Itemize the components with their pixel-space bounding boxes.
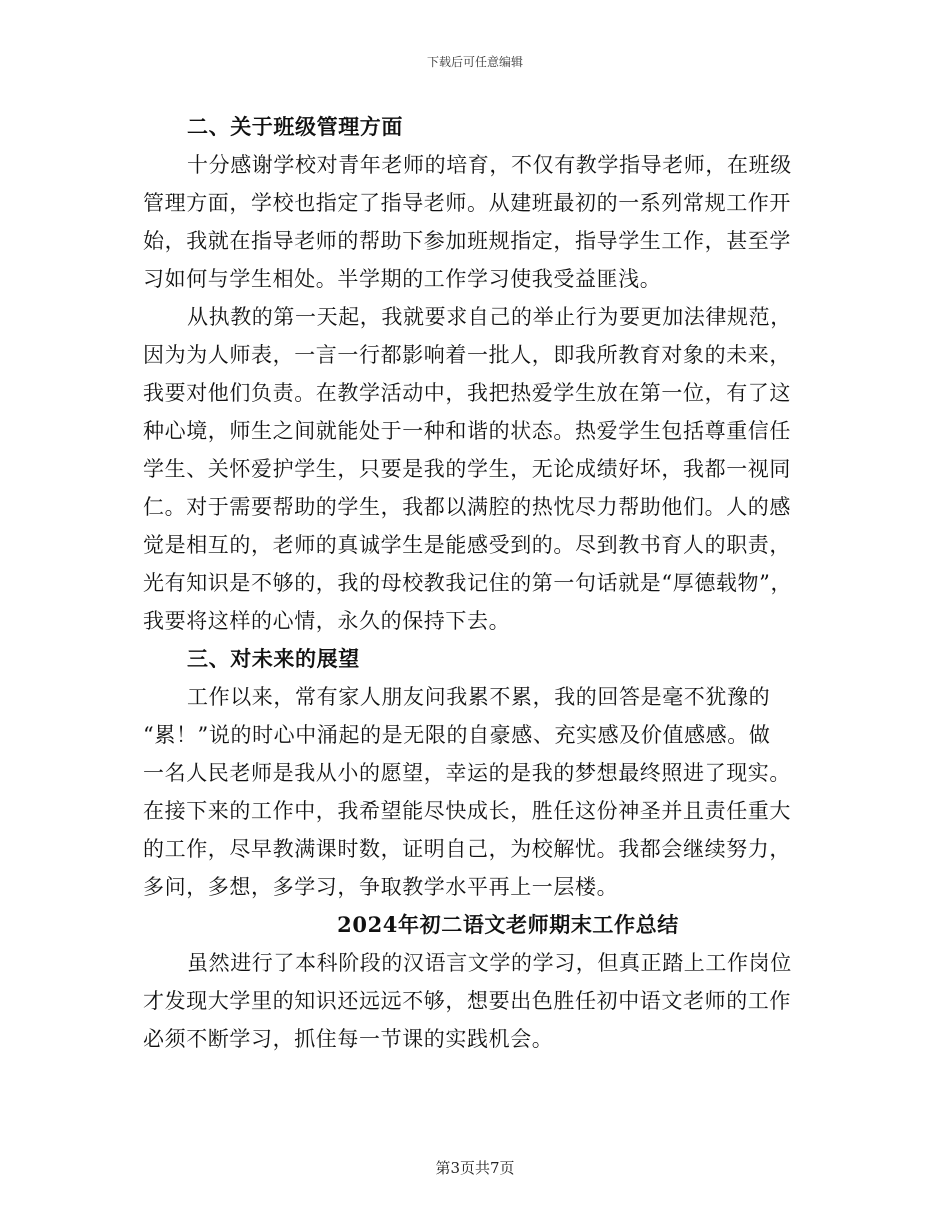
paragraph-line: 才发现大学里的知识还远远不够，想要出色胜任初中语文老师的工作 bbox=[143, 989, 791, 1013]
paragraph-line: 种心境，师生之间就能处于一种和谐的状态。热爱学生包括尊重信任 bbox=[143, 419, 791, 443]
paragraph-line: 虽然进行了本科阶段的汉语言文学的学习，但真正踏上工作岗位 bbox=[187, 951, 792, 975]
paragraph-line: 仁。对于需要帮助的学生，我都以满腔的热忱尽力帮助他们。人的感 bbox=[143, 495, 791, 519]
paragraph-line: 管理方面，学校也指定了指导老师。从建班最初的一系列常规工作开 bbox=[143, 191, 791, 215]
paragraph-line: 我要将这样的心情，永久的保持下去。 bbox=[143, 609, 511, 633]
paragraph-line: 因为为人师表，一言一行都影响着一批人，即我所教育对象的未来， bbox=[143, 343, 791, 367]
paragraph-line: 必须不断学习，抓住每一节课的实践机会。 bbox=[143, 1027, 554, 1051]
section-heading: 三、对未来的展望 bbox=[187, 646, 360, 671]
page-header: 下载后可任意编辑 bbox=[426, 55, 523, 69]
paragraph-line: 在接下来的工作中，我希望能尽快成长，胜任这份神圣并且责任重大 bbox=[143, 799, 791, 823]
paragraph-line: 从执教的第一天起，我就要求自己的举止行为要更加法律规范， bbox=[187, 305, 792, 329]
paragraph-line: 十分感谢学校对青年老师的培育，不仅有教学指导老师，在班级 bbox=[187, 153, 792, 177]
paragraph-line: 的工作，尽早教满课时数，证明自己，为校解忧。我都会继续努力， bbox=[143, 837, 791, 861]
paragraph-line: 我要对他们负责。在教学活动中，我把热爱学生放在第一位，有了这 bbox=[143, 381, 791, 405]
paragraph-line: 觉是相互的，老师的真诚学生是能感受到的。尽到教书育人的职责， bbox=[143, 533, 791, 557]
document-body bbox=[143, 108, 813, 1058]
paragraph-line: 工作以来，常有家人朋友问我累不累，我的回答是毫不犹豫的 bbox=[187, 685, 771, 709]
paragraph-line: 学生、关怀爱护学生，只要是我的学生，无论成绩好坏，我都一视同 bbox=[143, 457, 791, 481]
page-footer: 第3页共7页 bbox=[435, 1159, 515, 1177]
paragraph-line: 多问，多想，多学习，争取教学水平再上一层楼。 bbox=[143, 875, 619, 899]
paragraph-line: 一名人民老师是我从小的愿望，幸运的是我的梦想最终照进了现实。 bbox=[143, 761, 791, 785]
paragraph-line: “累！”说的时心中涌起的是无限的自豪感、充实感及价值感感。做 bbox=[143, 723, 771, 747]
paragraph-line: 习如何与学生相处。半学期的工作学习使我受益匪浅。 bbox=[143, 267, 662, 291]
paragraph-line: 始，我就在指导老师的帮助下参加班规指定，指导学生工作，甚至学 bbox=[143, 229, 791, 253]
document-title: 2024年初二语文老师期末工作总结 bbox=[337, 912, 679, 937]
paragraph-line: 光有知识是不够的，我的母校教我记住的第一句话就是“厚德载物”， bbox=[143, 571, 793, 595]
section-heading: 二、关于班级管理方面 bbox=[187, 114, 403, 139]
